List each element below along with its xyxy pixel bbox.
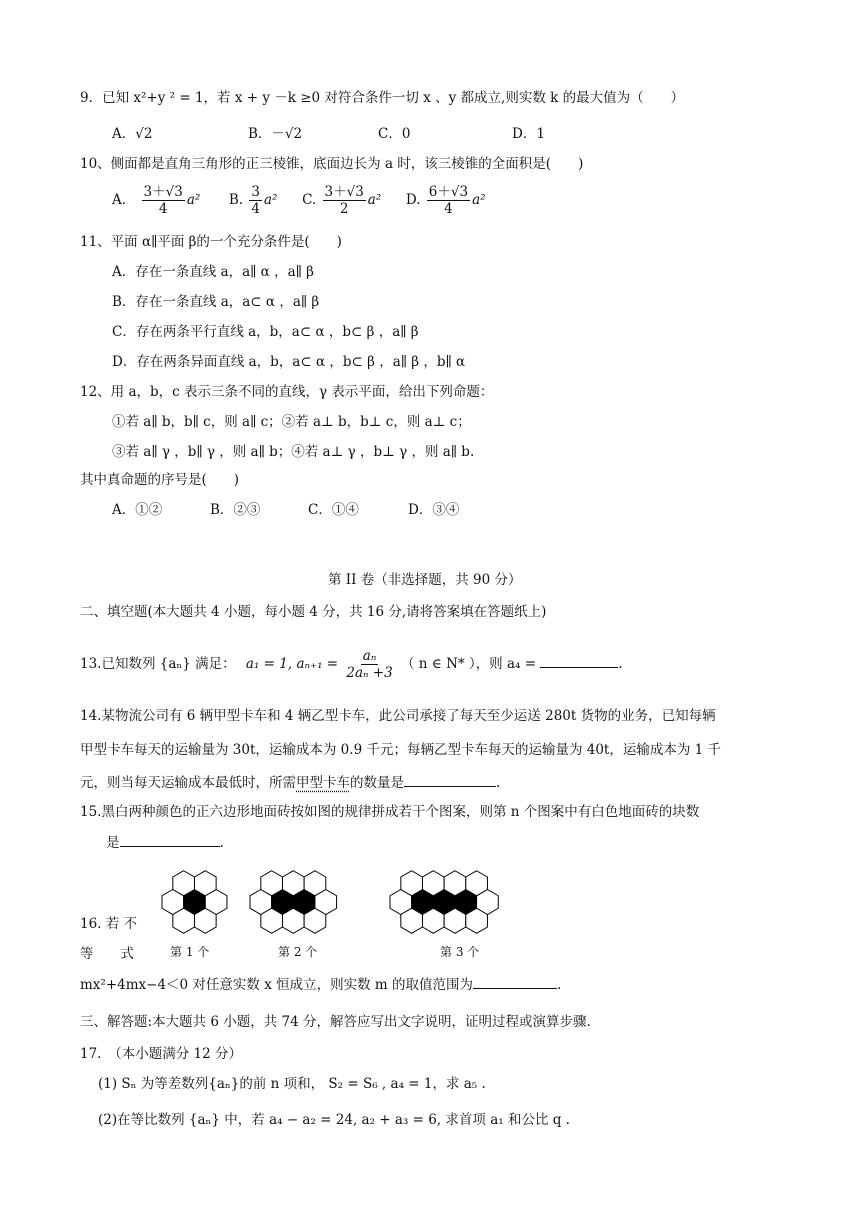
q11-option-d: D．存在两条异面直线 a，b，a⊂ α ，b⊂ β ，a∥ β ，b∥ α <box>112 354 466 370</box>
q11-option-b: B．存在一条直线 a，a⊂ α ，a∥ β <box>112 294 320 310</box>
q14-end: . <box>496 775 501 791</box>
q10-d-tail: a² <box>472 192 486 208</box>
q9-option-d: D．1 <box>512 126 545 142</box>
q14-line3-pre: 元，则当每天运输成本最低时，所需 <box>80 775 296 791</box>
q13-line <box>80 644 623 684</box>
q15-line2 <box>106 832 224 853</box>
q11-option-a: A．存在一条直线 a，a∥ α ，a∥ β <box>112 264 314 280</box>
q16-text: mx²+4mx−4＜0 对任意实数 x 恒成立，则实数 m 的取值范围为 <box>80 977 474 993</box>
q14-line3 <box>80 772 500 793</box>
part2-title: 第 II 卷（非选择题，共 90 分） <box>328 572 522 588</box>
q14-line2: 甲型卡车每天的运输量为 30t，运输成本为 0.9 千元；每辆乙型卡车每天的运输量为 40t，运输成本为 1 千 <box>80 742 722 758</box>
q12-option-a: A．①② <box>112 502 163 518</box>
q9-option-c: C．0 <box>378 126 411 142</box>
q14-answer-blank[interactable] <box>404 772 496 787</box>
hexagon-tile-figures <box>150 862 550 942</box>
figure-1-label: 第 1 个 <box>170 945 210 959</box>
q14-line3-post: 的数量是 <box>350 775 404 791</box>
q12-proposition-line2: ③若 a∥ γ ，b∥ γ ，则 a∥ b；④若 a⊥ γ ，b⊥ γ ，则 a∥ b. <box>112 444 475 460</box>
figure-3-label: 第 3 个 <box>440 945 480 959</box>
q16-answer-blank[interactable] <box>473 974 557 989</box>
q10-c-fraction: $\frac{3+√3}{2}$ <box>324 184 364 217</box>
q10-stem: 10、侧面都是直角三角形的正三棱锥，底面边长为 a 时，该三棱锥的全面积是( ) <box>80 156 584 172</box>
q14-line1: 14.某物流公司有 6 辆甲型卡车和 4 辆乙型卡车，此公司承接了每天至少运送 280t 货物的业务，已知每辆 <box>80 708 716 724</box>
q9-option-b: B．－√2 <box>248 126 303 142</box>
q12-option-d: D．③④ <box>408 502 460 518</box>
q17-title: 17. （本小题满分 12 分） <box>80 1046 242 1062</box>
q16-part1: 16. 若 不 <box>80 916 138 932</box>
q10-d-label: D. <box>405 192 421 208</box>
q11-option-c: C．存在两条平行直线 a，b，a⊂ α ，b⊂ β ，a∥ β <box>112 324 419 340</box>
q12-proposition-line1: ①若 a∥ b，b∥ c，则 a∥ c；②若 a⊥ b，b⊥ c，则 a⊥ c； <box>112 414 471 430</box>
q13-end: . <box>618 656 623 672</box>
q10-c-tail: a² <box>367 192 382 208</box>
q12-option-b: B．②③ <box>210 502 261 518</box>
q12-stem: 12、用 a，b，c 表示三条不同的直线，γ 表示平面，给出下列命题： <box>80 384 494 400</box>
q16-part2: 等 式 <box>80 946 134 962</box>
q10-options <box>112 182 486 218</box>
q13-fraction: $\frac{\text{aₙ}}{\text{2aₙ +3}}$ <box>346 648 393 681</box>
q16-line <box>80 974 561 995</box>
figure-2-label: 第 2 个 <box>278 945 318 959</box>
q10-b-fraction: $\frac{3}{4}$ <box>251 184 260 217</box>
q15-line1: 15.黑白两种颜色的正六边形地面砖按如图的规律拼成若干个图案，则第 n 个图案中有白色地面砖的块数 <box>80 804 700 820</box>
q10-b-label: B. <box>228 192 244 208</box>
q10-a-label: A． <box>112 192 136 208</box>
q15-answer-blank[interactable] <box>120 832 220 847</box>
q10-a-fraction: $\frac{3+√3}{4}$ <box>143 184 183 217</box>
q10-d-fraction: $\frac{6+√3}{4}$ <box>428 184 469 217</box>
q10-c-label: C. <box>302 192 317 208</box>
q13-pre: 13.已知数列 {aₙ} 满足： <box>80 656 236 672</box>
section2-heading: 二、填空题(本大题共 4 小题，每小题 4 分，共 16 分,请将答案填在答题纸上) <box>80 604 547 620</box>
q13-condition: （ n ∈ N* ），则 a₄ = <box>401 656 537 672</box>
q13-answer-blank[interactable] <box>540 653 618 668</box>
section3-heading: 三、解答题:本大题共 6 小题，共 74 分，解答应写出文字说明，证明过程或演算步骤. <box>80 1014 591 1030</box>
q12-option-c: C．①④ <box>308 502 359 518</box>
q15-line2-pre: 是 <box>106 835 120 851</box>
q17-part2: (2)在等比数列 {aₙ} 中，若 a₄ − a₂ = 24, a₂ + a₃ = 6, 求首项 a₁ 和公比 q . <box>98 1112 570 1128</box>
q11-stem: 11、平面 α∥平面 β的一个充分条件是( ) <box>80 234 342 250</box>
q9-stem: 9．已知 x²+y ² = 1，若 x + y －k ≥0 对符合条件一切 x 、y 都成立,则实数 k 的最大值为（ ） <box>80 90 685 106</box>
q17-part1: (1) Sₙ 为等差数列{aₙ}的前 n 项和， S₂ = S₆ , a₄ = 1，求 a₅ . <box>98 1076 486 1092</box>
q9-option-a: A．√2 <box>112 126 153 142</box>
q12-ask: 其中真命题的序号是( ) <box>80 472 240 488</box>
q13-formula-left: a₁ = 1, aₙ₊₁ = <box>245 656 339 672</box>
q16-end: . <box>557 977 562 993</box>
q15-end: . <box>219 835 224 851</box>
q14-dotted-term: 甲型卡车 <box>296 775 350 791</box>
q10-a-tail: a² <box>186 192 201 208</box>
q10-b-tail: a² <box>264 192 278 208</box>
